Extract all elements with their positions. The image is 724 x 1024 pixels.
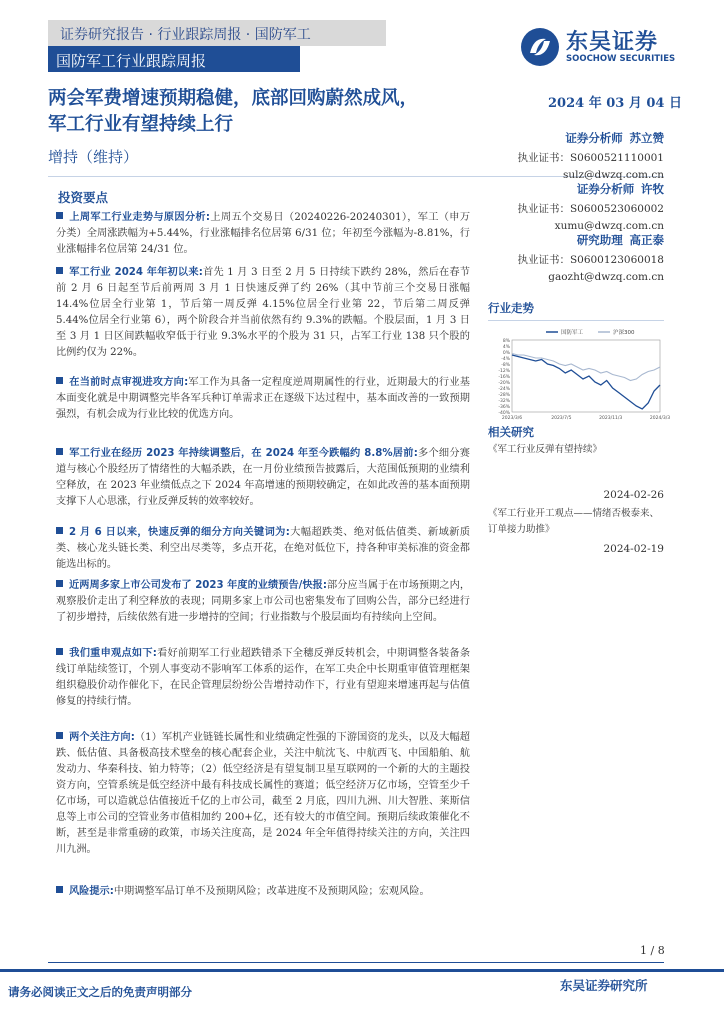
paragraph-head: 近两周多家上市公司发布了 2023 年度的业绩预告/快报: <box>69 580 327 591</box>
legend-label: 沪深300 <box>613 330 635 336</box>
divider <box>488 320 664 321</box>
x-tick-label: 2023/3/6 <box>501 416 523 421</box>
rating: 增持（维持） <box>48 148 139 166</box>
paragraph-text: 部分应当属于在市场预期之内，观察股价走出了利空释放的表现；同期多家上市公司也密集发布了回购公告，部分已经进行了初步增持，后续依然有进一步增持的空间；行业指数与个股层面均有持续向上空间。 <box>56 580 471 623</box>
series-line-hs300 <box>512 354 660 381</box>
page-number: 1 / 8 <box>640 944 665 957</box>
analyst-name: 苏立赞 <box>629 131 664 145</box>
logo-name: 东吴证券 <box>566 30 659 55</box>
y-tick-label: -20% <box>498 381 510 386</box>
y-tick-label: 8% <box>502 339 510 344</box>
analyst-2 <box>484 181 664 232</box>
y-tick-label: -40% <box>498 411 510 416</box>
y-tick-label: -36% <box>498 405 510 410</box>
section-title: 投资要点 <box>58 190 109 205</box>
series-line-defense <box>512 355 660 409</box>
paragraph <box>56 210 470 258</box>
paragraph <box>56 646 470 710</box>
chart-title: 行业走势 <box>488 301 534 315</box>
y-tick-label: -16% <box>498 375 510 380</box>
disclaimer: 请务必阅读正文之后的免责声明部分 <box>8 985 192 999</box>
bullet-icon <box>56 580 63 587</box>
related-item-2-date: 2024-02-19 <box>603 543 664 555</box>
report-type-bar <box>48 46 300 72</box>
analyst-role: 证券分析师 <box>576 182 635 196</box>
analyst-name: 许牧 <box>641 182 664 196</box>
analyst-name: 高正泰 <box>629 233 664 247</box>
paragraph-text: 多个细分赛道与核心个股经历了情绪性的大幅杀跌，在一月份业绩预告披露后，大范围低预期的业绩利空释放，在 2023 年业绩低点之下 2024 年高增速的预期较确定，在如此改善的基本面预期支撑下人心思涨，行业反弹反转的效率较好。 <box>56 448 470 507</box>
paragraph-text: 军工作为具备一定程度逆周期属性的行业，近期最大的行业基本面变化就是中期调整完毕各军兵种订单需求正在逐级下达过程中，基本面改善的一致预期强烈，有机会成为行业比较的优选方向。 <box>56 377 470 420</box>
related-item-2-title: 《军工行业开工观点——情绪否极泰来、订单接力助推》 <box>488 508 660 535</box>
analyst-role: 研究助理 <box>576 233 623 247</box>
y-tick-label: 0% <box>502 351 510 356</box>
company-logo <box>520 25 700 69</box>
paragraph-head: 我们重申观点如下: <box>69 648 157 659</box>
x-tick-label: 2023/11/3 <box>599 416 623 421</box>
y-tick-label: -8% <box>501 363 510 368</box>
paragraph-head: 在当前时点审视进攻方向: <box>69 377 189 388</box>
paragraph-text: 中期调整军品订单不及预期风险；改革进度不及预期风险；宏观风险。 <box>113 886 430 897</box>
title-line-2: 军工行业有望持续上行 <box>48 114 234 135</box>
y-tick-label: -24% <box>498 387 510 392</box>
related-item-1-date: 2024-02-26 <box>603 489 664 501</box>
x-tick-label: 2024/3/3 <box>649 416 671 421</box>
analyst-1 <box>484 130 664 181</box>
chart-frame <box>512 340 660 412</box>
analyst-cert: 执业证书：S0600523060002 <box>517 203 664 215</box>
paragraph <box>56 265 470 361</box>
paragraph-head: 风险提示: <box>69 886 114 897</box>
bullet-icon <box>56 732 63 739</box>
paragraph-text: 首先 1 月 3 日至 2 月 5 日持续下跌约 28%，然后在春节前 2 月 6 日起至节后前两周 3 月 1 日快速反弹了约 26%（其中节前三个交易日涨幅 14.4%位居全行业第 1，节后第一周反弹 4.15%位居全行业第 22，节后第二周反弹 5.44%位居全行业第 6），两个阶段合并当前依然有约 9.3%的跌幅。个股层面，1 月 3 日至 3 月 1 日区间跌幅收窄低于行业 9.3%水平的个股为 31 只，占军工行业 138 只个股的比例约仅为 22%。 <box>56 267 470 358</box>
paragraph-head: 军工行业在经历 2023 年持续调整后，在 2024 年至今跌幅约 8.8%居前: <box>69 448 418 459</box>
report-type: 国防军工行业跟踪周报 <box>56 52 207 70</box>
logo-mark-icon <box>520 27 560 67</box>
bullet-icon <box>56 377 63 384</box>
y-tick-label: -28% <box>498 393 510 398</box>
analyst-email: xumu@dwzq.com.cn <box>554 220 664 232</box>
analyst-email: gaozht@dwzq.com.cn <box>548 271 664 283</box>
paragraph-text: 大幅超跌类、绝对低估值类、新域新质类、核心龙头链长类、利空出尽类等，多点开花，在绝对低位下，持各种审美标准的资金都能选出标的。 <box>56 527 471 570</box>
bullet-icon <box>56 527 63 534</box>
paragraph <box>56 525 470 573</box>
report-date: 2024 年 03 月 04 日 <box>548 96 682 111</box>
legend-label: 国防军工 <box>561 330 584 336</box>
breadcrumb-bar <box>48 20 386 46</box>
paragraph-head: 上周军工行业走势与原因分析: <box>69 212 211 223</box>
bullet-icon <box>56 267 63 274</box>
bullet-icon <box>56 212 63 219</box>
paragraph <box>56 446 470 510</box>
y-tick-label: 4% <box>502 345 510 350</box>
paragraph-text: 看好前期军工行业超跌错杀下全穗反弹反转机会，中期调整各装备条线订单陆续签订，个别人事变动不影响军工体系的运作，在军工央企中长期重审值管理框架组织稳股价动作催化下，在民企管理层纷纷公告增持动作下，行业有望迎来增速再起与估值修复的持续行情。 <box>56 648 471 707</box>
y-tick-label: -32% <box>498 399 510 404</box>
paragraph <box>56 730 470 858</box>
paragraph <box>56 375 470 423</box>
paragraph <box>56 578 470 626</box>
paragraph-text: 上周五个交易日（20240226-20240301），军工（申万分类）全周涨跌幅为+5.44%，行业涨幅排名位居第 6/31 位；年初至今涨幅为-8.81%，行业涨幅排名位居第 24/31 位。 <box>56 212 471 255</box>
breadcrumb: 证券研究报告 · 行业跟踪周报 · 国防军工 <box>60 27 311 43</box>
paragraph-head: 军工行业 2024 年年初以来: <box>69 267 203 278</box>
bullet-icon <box>56 648 63 655</box>
trend-chart <box>488 324 671 424</box>
analyst-cert: 执业证书：S0600521110001 <box>517 152 664 164</box>
analyst-cert: 执业证书：S0600123060018 <box>517 254 664 266</box>
footer-rule <box>48 962 664 963</box>
y-tick-label: -4% <box>501 357 510 362</box>
related-item-1-title: 《军工行业反弹有望持续》 <box>488 444 603 455</box>
y-tick-label: -12% <box>498 369 510 374</box>
analyst-email: sulz@dwzq.com.cn <box>563 169 664 181</box>
analyst-role: 证券分析师 <box>565 131 623 145</box>
bullet-icon <box>56 448 63 455</box>
institute-name: 东吴证券研究所 <box>560 978 648 993</box>
x-tick-label: 2023/7/5 <box>551 416 572 421</box>
paragraph-head: 两个关注方向: <box>69 732 135 743</box>
logo-english: SOOCHOW SECURITIES <box>566 54 676 64</box>
title-line-1: 两会军费增速预期稳健，底部回购蔚然成风， <box>48 88 419 109</box>
related-heading: 相关研究 <box>488 425 534 439</box>
analyst-3 <box>484 232 664 283</box>
footer-bar <box>0 969 724 972</box>
paragraph-head: 2 月 6 日以来，快速反弹的细分方向关键词为: <box>69 527 290 538</box>
paragraph <box>56 884 470 900</box>
paragraph-text: （1）军机产业链链长属性和业绩确定性强的下游国资的龙头，以及大幅超跌、低估值、具备极高技术壁垒的核心配套企业，关注中航沈飞、中航西飞、中国船舶、航发动力、华秦科技、铂力特等；（2）低空经济是有望复制卫星互联网的一个新的大的主题投资方向，空管系统是低空经济中最有科技成长属性的赛道；低空经济万亿市场，空管至少千亿市场，可以造就总估值接近千亿的上市公司，截至 2 月底，四川九洲、川大智胜、莱斯信息等上市公司的空管业务市值相加约 200+亿，还有较大的市值空间。预期后续政策催化不断，甚至是非常重磅的政策，市场关注度高，是 2024 年全年值得持续关注的方向，关注四川九洲。 <box>56 732 470 855</box>
bullet-icon <box>56 886 63 893</box>
